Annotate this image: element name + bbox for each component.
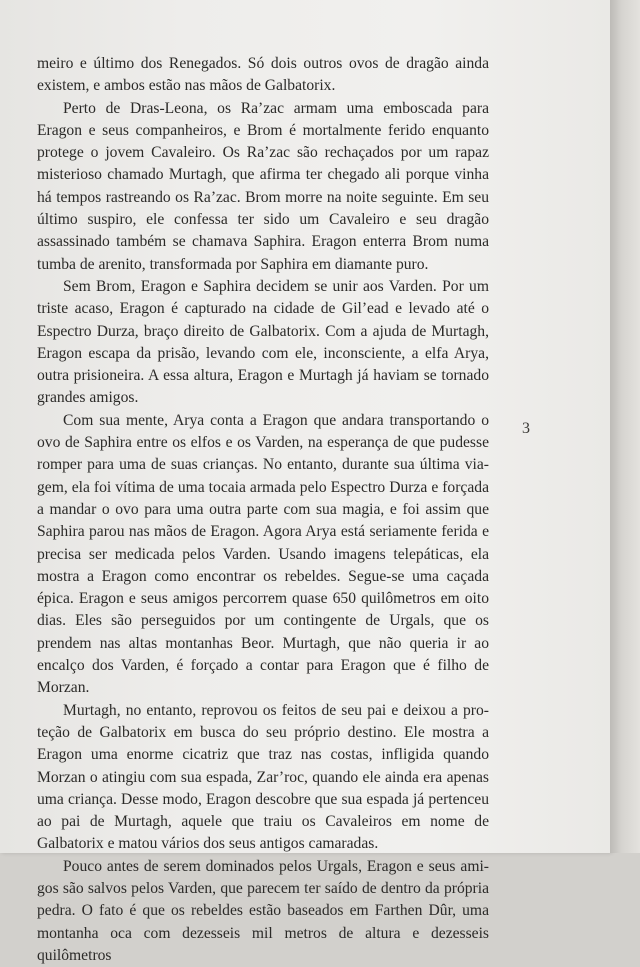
body-text [37, 53, 489, 967]
paragraph-1: meiro e último dos Renegados. Só dois outros ovos de dragão ainda existem, e ambos estão nas mãos de Galbatorix. [37, 55, 489, 95]
paragraph-4: Com sua mente, Arya conta a Eragon que andara transportando o ovo de Saphira entre os elfos e os Varden, na esperança de que pudesse romper para uma de suas crianças. No entanto, durante sua última viagem, ela foi vítima de uma tocaia armada pelo Espectro Durza e forçada a mandar o ovo para uma outra parte com sua magia, e foi assim que Saphira parou nas mãos de Eragon. Agora Arya está seriamente ferida e precisa ser medicada pelos Varden. Usando imagens telepáticas, ela mostra a Eragon como encontrar os rebeldes. Segue-se uma caçada épica. Eragon e seus amigos percorrem quase 650 quilômetros em oito dias. Eles são perseguidos por um contingente de Urgals, que os prendem nas altas montanhas Beor. Murtagh, que não queria ir ao encalço dos Varden, é forçado a contar para Eragon que é filho de Morzan. [37, 411, 489, 697]
paragraph-3: Sem Brom, Eragon e Saphira decidem se unir aos Varden. Por um triste acaso, Eragon é capturado na cidade de Gil’ead e levado até o Espectro Durza, braço direito de Galbatorix. Com a ajuda de Murtagh, Eragon escapa da prisão, levando com ele, inconsciente, a elfa Arya, outra prisioneira. A essa altura, Eragon e Murtagh já haviam se tornado grandes amigos. [37, 277, 489, 407]
page-number: 3 [522, 420, 530, 437]
paragraph-6: Pouco antes de serem dominados pelos Urgals, Eragon e seus amigos são salvos pelos Varden, que parecem ter saído de dentro da própria pedra. O fato é que os rebeldes estão baseados em Farthen Dûr, uma montanha oca com dezesseis mil metros de altura e dezesseis quilômetros [37, 857, 489, 964]
paragraph-2: Perto de Dras-Leona, os Ra’zac armam uma emboscada para Eragon e seus companheiros, e Brom é mortalmente ferido enquanto protege o jovem Cavaleiro. Os Ra’zac são rechaçados por um rapaz misterioso chamado Murtagh, que afirma ter chegado ali porque vinha há tempos rastreando os Ra’zac. Brom morre na noite seguinte. Em seu último suspiro, ele confessa ter sido um Cavaleiro e seu dragão assassinado também se chamava Saphira. Eragon enterra Brom numa tumba de arenito, transformada por Saphira em diamante puro. [37, 99, 489, 273]
page-edge [610, 0, 640, 853]
paragraph-5: Murtagh, no entanto, reprovou os feitos de seu pai e deixou a proteção de Galbatorix em busca do seu próprio destino. Ele mostra a Eragon uma enorme cicatriz que traz nas costas, infligida quando Morzan o atingiu com sua espada, Zar’roc, quando ele ainda era apenas uma criança. Desse modo, Eragon descobre que sua espada já pertenceu ao pai de Murtagh, aquele que traiu os Cavaleiros em nome de Galbatorix e matou vários dos seus antigos camaradas. [37, 701, 489, 853]
